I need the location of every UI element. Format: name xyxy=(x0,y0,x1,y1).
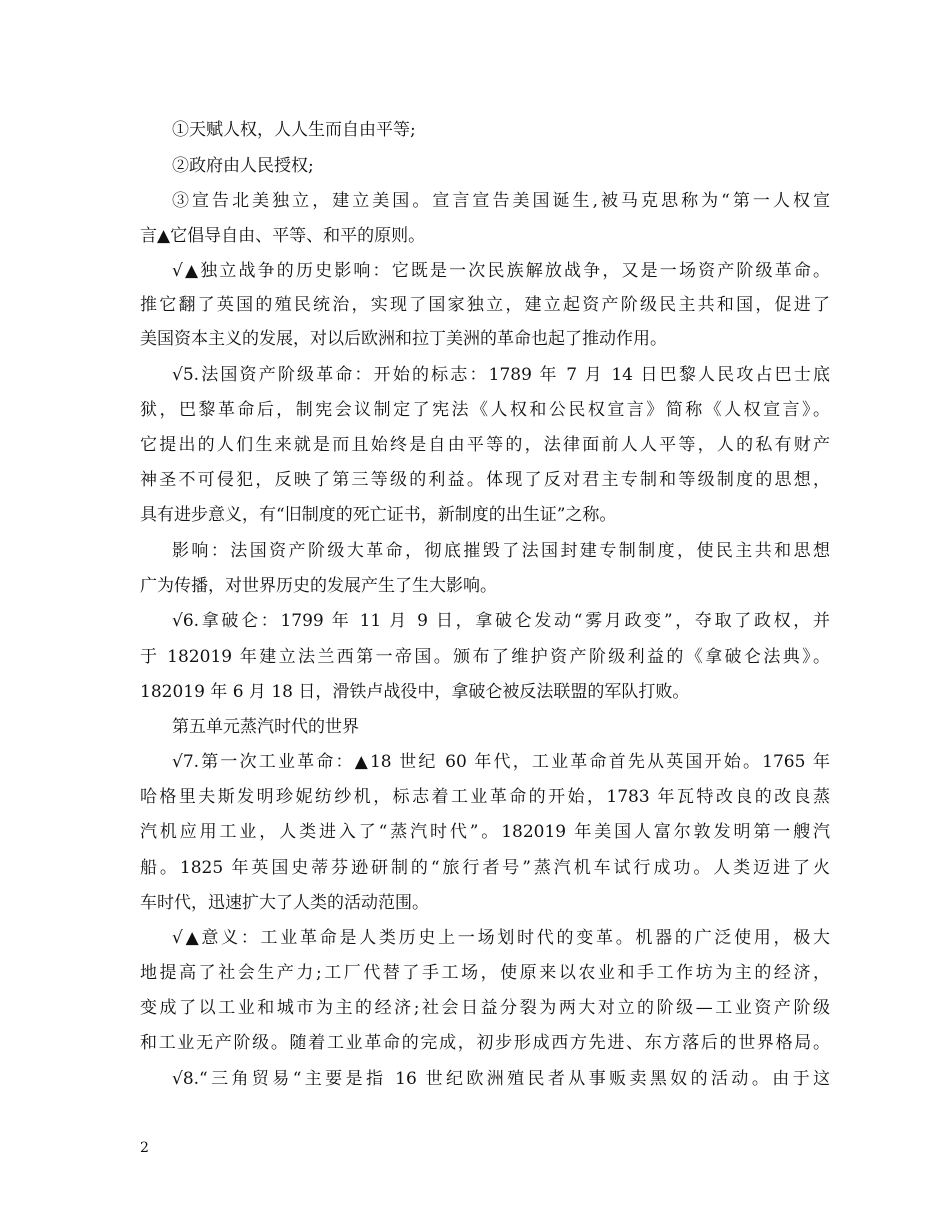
text-line: 车时代，迅速扩大了人类的活动范围。 xyxy=(140,893,429,913)
text-line: 言▲它倡导自由、平等、和平的原则。 xyxy=(140,226,426,246)
text-line: 哈格里夫斯发明珍妮纺纱机，标志着工业革命的开始，1783 年瓦特改良的改良蒸 xyxy=(140,787,830,807)
text-line: √8.“三角贸易“主要是指 16 世纪欧洲殖民者从事贩卖黑奴的活动。由于这 xyxy=(172,1069,830,1089)
text-line: 于 182019 年建立法兰西第一帝国。颁布了维护资产阶级利益的《拿破仑法典》。 xyxy=(140,647,830,667)
text-line: √5.法国资产阶级革命：开始的标志：1789 年 7 月 14 日巴黎人民攻占巴士底 xyxy=(172,365,830,385)
text-line: ②政府由人民授权; xyxy=(172,156,314,176)
text-line: 影响：法国资产阶级大革命，彻底摧毁了法国封建专制制度，使民主共和思想 xyxy=(172,541,830,561)
text-line: 神圣不可侵犯，反映了第三等级的利益。体现了反对君主专制和等级制度的思想， xyxy=(140,470,830,490)
text-line: √▲独立战争的历史影响：它既是一次民族解放战争，又是一场资产阶级革命。 xyxy=(172,261,830,281)
text-line: 和工业无产阶级。随着工业革命的完成，初步形成西方先进、东方落后的世界格局。 xyxy=(140,1033,830,1053)
text-line: 变成了以工业和城市为主的经济;社会日益分裂为两大对立的阶级—工业资产阶级 xyxy=(140,998,830,1018)
text-line: √7.第一次工业革命：▲18 世纪 60 年代，工业革命首先从英国开始。1765 年 xyxy=(172,752,830,772)
text-line: 它提出的人们生来就是而且始终是自由平等的，法律面前人人平等，人的私有财产 xyxy=(140,435,830,455)
text-line: 具有进步意义，有“旧制度的死亡证书，新制度的出生证”之称。 xyxy=(140,505,617,525)
text-line: √6.拿破仑：1799 年 11 月 9 日，拿破仑发动“雾月政变”，夺取了政权，并 xyxy=(172,611,830,631)
text-line: 狱，巴黎革命后，制宪会议制定了宪法《人权和公民权宣言》简称《人权宣言》。 xyxy=(140,400,830,420)
text-line: 地提高了社会生产力;工厂代替了手工场，使原来以农业和手工作坊为主的经济， xyxy=(140,963,830,983)
text-line: 182019 年 6 月 18 日，滑铁卢战役中，拿破仑被反法联盟的军队打败。 xyxy=(140,682,690,702)
section-heading: 第五单元蒸汽时代的世界 xyxy=(172,717,359,737)
text-line: 美国资本主义的发展，对以后欧洲和拉丁美洲的革命也起了推动作用。 xyxy=(140,329,667,349)
page-number: 2 xyxy=(140,1140,149,1156)
text-line: 汽机应用工业，人类进入了“蒸汽时代”。182019 年美国人富尔敦发明第一艘汽 xyxy=(140,822,830,842)
text-line: ①天赋人权，人人生而自由平等; xyxy=(172,120,416,140)
text-line: 船。1825 年英国史蒂芬逊研制的“旅行者号”蒸汽机车试行成功。人类迈进了火 xyxy=(140,858,830,878)
text-line: √▲意义：工业革命是人类历史上一场划时代的变革。机器的广泛使用，极大 xyxy=(172,928,830,948)
text-line: ③宣告北美独立，建立美国。宣言宣告美国诞生,被马克思称为“第一人权宣 xyxy=(172,191,830,211)
text-line: 广为传播，对世界历史的发展产生了生大影响。 xyxy=(140,576,497,596)
text-line: 推它翻了英国的殖民统治，实现了国家独立，建立起资产阶级民主共和国，促进了 xyxy=(140,295,830,315)
